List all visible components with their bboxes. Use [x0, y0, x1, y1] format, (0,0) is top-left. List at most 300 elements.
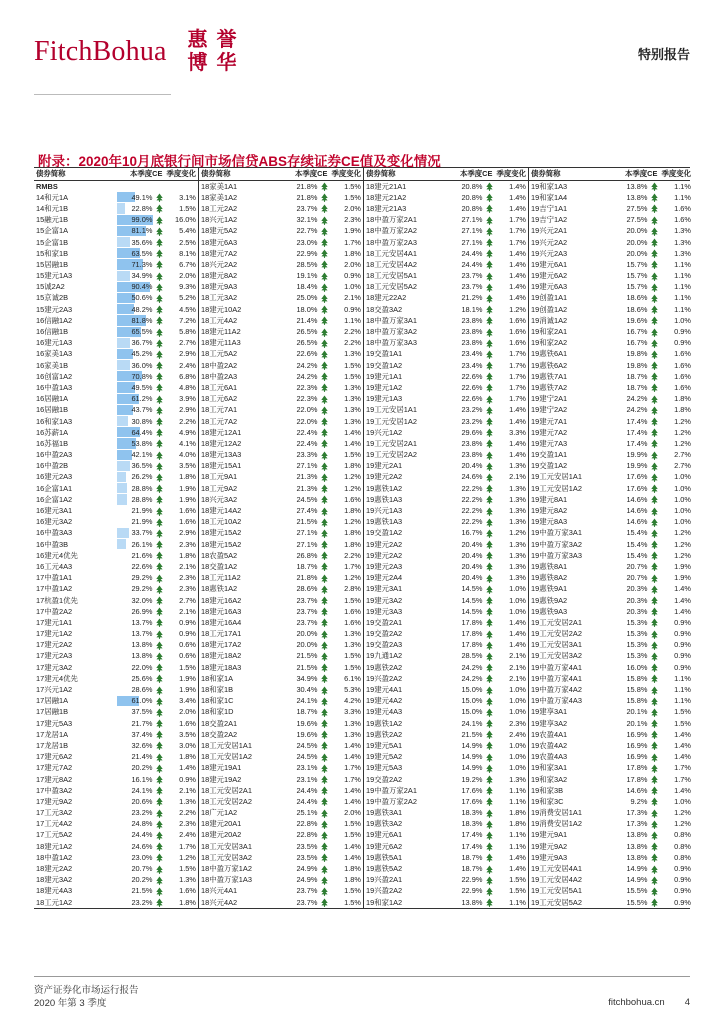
table-row [34, 718, 690, 729]
ce-value: 17.4% [626, 427, 648, 437]
ce-value: 14.6% [626, 785, 648, 795]
ce-value: 20.4% [461, 550, 483, 560]
row-group [34, 404, 198, 415]
header-rule [34, 94, 171, 95]
row-group [528, 393, 693, 404]
ce-cell [117, 617, 167, 628]
change-value: 1.0% [509, 606, 526, 616]
change-value: 1.5% [344, 830, 361, 840]
change-value: 2.9% [179, 528, 196, 538]
tree-icon [650, 652, 659, 661]
row-group [198, 796, 363, 807]
change-value: 1.3% [509, 550, 526, 560]
row-group [528, 639, 693, 650]
security-name: 18工元安居3A2 [201, 852, 252, 862]
row-group [198, 292, 363, 303]
ce-cell [282, 393, 332, 404]
security-name: 17建元1A2 [36, 629, 73, 639]
security-name: 15融元1B [36, 215, 69, 225]
ce-value: 28.5% [296, 259, 318, 269]
change-value: 1.4% [344, 752, 361, 762]
tree-icon [155, 764, 164, 773]
ce-value: 35.6% [131, 237, 153, 247]
ce-cell [282, 695, 332, 706]
security-name: 19建元6A3 [531, 282, 568, 292]
ce-value: 20.4% [461, 461, 483, 471]
ce-value: 24.5% [296, 740, 318, 750]
security-name: 19惠铁8A1 [531, 561, 568, 571]
change-value: 1.1% [674, 696, 691, 706]
security-name: 19建元2A2 [366, 550, 403, 560]
change-value: 5.3% [344, 685, 361, 695]
ce-value: 13.7% [131, 629, 153, 639]
security-name: 18建元11A2 [201, 327, 241, 337]
ce-cell [282, 225, 332, 236]
tree-icon [320, 697, 329, 706]
security-name: 16企富1A2 [36, 494, 73, 504]
change-value: 1.5% [344, 897, 361, 907]
ce-value: 23.4% [461, 349, 483, 359]
ce-cell [447, 181, 497, 192]
change-value: 1.5% [344, 371, 361, 381]
row-group [198, 572, 363, 583]
change-value: 1.7% [674, 774, 691, 784]
change-value: 0.9% [674, 651, 691, 661]
change-value: 1.4% [344, 785, 361, 795]
change-value: 1.5% [344, 450, 361, 460]
tree-icon [485, 786, 494, 795]
ce-cell [447, 237, 497, 248]
row-group [363, 382, 528, 393]
security-name: 18兴元1A2 [201, 215, 238, 225]
security-name: 19消诚1A2 [531, 315, 568, 325]
security-name: 16中盈3A3 [36, 528, 73, 538]
table-row [34, 393, 690, 404]
tree-icon [155, 260, 164, 269]
row-group [528, 371, 693, 382]
ce-cell [612, 281, 662, 292]
security-name: 19农盈4A2 [531, 740, 568, 750]
change-value: 0.6% [179, 640, 196, 650]
ce-cell [117, 304, 167, 315]
security-name: 19工元安居3A2 [531, 651, 582, 661]
ce-cell [447, 516, 497, 527]
change-value: 1.7% [344, 561, 361, 571]
tree-icon [650, 216, 659, 225]
ce-data-bar [117, 203, 125, 213]
row-group [363, 684, 528, 695]
ce-cell [447, 248, 497, 259]
ce-value: 36.0% [131, 360, 153, 370]
ce-value: 23.4% [461, 360, 483, 370]
ce-cell [612, 259, 662, 270]
tree-icon [320, 473, 329, 482]
security-name: 17建元1A1 [36, 617, 73, 627]
change-value: 1.5% [179, 203, 196, 213]
header-ce: 本季度CE [129, 169, 163, 178]
security-name: 16建元4优先 [36, 550, 78, 560]
tree-icon [485, 406, 494, 415]
tree-icon [320, 831, 329, 840]
ce-cell [612, 852, 662, 863]
ce-value: 13.8% [626, 830, 648, 840]
tree-icon [485, 216, 494, 225]
ce-cell [117, 281, 167, 292]
ce-cell [447, 762, 497, 773]
change-value: 0.8% [674, 841, 691, 851]
row-group [363, 449, 528, 460]
row-group [363, 416, 528, 427]
security-name: 18中盈万家1A3 [201, 875, 252, 885]
ce-value: 28.5% [461, 651, 483, 661]
ce-value: 17.8% [461, 629, 483, 639]
tree-icon [485, 383, 494, 392]
row-group [198, 617, 363, 628]
ce-cell [612, 874, 662, 885]
table-row [34, 360, 690, 371]
ce-cell [117, 483, 167, 494]
row-group [198, 673, 363, 684]
change-value: 1.6% [674, 203, 691, 213]
ce-cell [612, 192, 662, 203]
ce-cell [117, 471, 167, 482]
ce-cell [117, 360, 167, 371]
ce-cell [447, 785, 497, 796]
security-name: 19兴元2A1 [531, 226, 568, 236]
security-name: 17中盈2A2 [36, 606, 73, 616]
ce-cell [447, 818, 497, 829]
tree-icon [155, 417, 164, 426]
tree-icon [485, 574, 494, 583]
row-group [363, 460, 528, 471]
ce-cell [447, 572, 497, 583]
ce-cell [447, 326, 497, 337]
tree-icon [155, 507, 164, 516]
security-name: 19和家1A3 [531, 181, 568, 191]
ce-data-bar [117, 360, 130, 370]
ce-value: 22.9% [296, 248, 318, 258]
change-value: 2.0% [344, 808, 361, 818]
security-name: 19惠铁8A2 [531, 573, 568, 583]
row-group [198, 695, 363, 706]
change-value: 1.5% [344, 181, 361, 191]
ce-value: 20.3% [626, 584, 648, 594]
security-name: 19工元安居1A2 [366, 416, 417, 426]
row-group [198, 203, 363, 214]
tree-icon [155, 842, 164, 851]
security-name: 18建元8A2 [201, 271, 238, 281]
row-group [528, 572, 693, 583]
change-value: 1.0% [674, 472, 691, 482]
tree-icon [650, 372, 659, 381]
brand-seal-logo [183, 28, 241, 74]
fitchbohua-logo: FitchBohua [34, 36, 167, 67]
change-value: 1.4% [509, 293, 526, 303]
row-group [198, 751, 363, 762]
table-row [34, 483, 690, 494]
ce-value: 13.8% [626, 192, 648, 202]
table-row [34, 505, 690, 516]
ce-data-bar [117, 416, 128, 426]
tree-icon [650, 831, 659, 840]
tree-icon [650, 406, 659, 415]
ce-cell [282, 404, 332, 415]
security-name: 18广元1A2 [201, 808, 238, 818]
tree-icon [650, 316, 659, 325]
change-value: 1.5% [509, 886, 526, 896]
ce-value: 20.2% [131, 763, 153, 773]
change-value: 1.3% [344, 382, 361, 392]
ce-value: 15.3% [626, 651, 648, 661]
ce-cell [282, 650, 332, 661]
row-group [528, 740, 693, 751]
ce-cell [447, 885, 497, 896]
security-name: 18建元7A2 [201, 248, 238, 258]
change-value: 1.8% [509, 819, 526, 829]
change-value: 1.1% [674, 181, 691, 191]
ce-value: 14.5% [461, 595, 483, 605]
tree-icon [650, 249, 659, 258]
tree-icon [155, 383, 164, 392]
security-name: 16建元1A3 [36, 338, 73, 348]
change-value: 1.0% [509, 763, 526, 773]
ce-value: 15.3% [626, 617, 648, 627]
ce-value: 15.5% [626, 886, 648, 896]
tree-icon [320, 439, 329, 448]
ce-cell [117, 673, 167, 684]
row-group [198, 628, 363, 639]
change-value: 1.3% [509, 517, 526, 527]
ce-value: 21.5% [296, 517, 318, 527]
security-name: 18建元18A3 [201, 662, 242, 672]
security-name: 17工元3A2 [36, 808, 73, 818]
change-value: 2.8% [344, 584, 361, 594]
ce-value: 37.4% [131, 729, 153, 739]
tree-icon [485, 853, 494, 862]
ce-value: 65.5% [131, 327, 153, 337]
ce-value: 18.7% [296, 707, 318, 717]
tree-icon [320, 607, 329, 616]
security-name: 15企富1B [36, 237, 69, 247]
security-name: 18工元安居1A1 [201, 740, 252, 750]
security-name: 18兴元4A1 [201, 886, 238, 896]
tree-icon [650, 473, 659, 482]
header-group [363, 168, 528, 180]
security-name: 18工元11A2 [201, 573, 241, 583]
row-group [363, 774, 528, 785]
ce-value: 18.6% [626, 304, 648, 314]
security-name: 19惠铁1A3 [366, 517, 403, 527]
ce-cell [282, 863, 332, 874]
tree-icon [320, 753, 329, 762]
appendix-title: 附录：2020年10月底银行间市场信贷ABS存续证券CE值及变化情况 [38, 154, 441, 169]
security-name: 18工元安居3A1 [201, 841, 252, 851]
change-value: 1.7% [509, 349, 526, 359]
security-name: 18建元15A2 [201, 528, 242, 538]
ce-data-bar [117, 494, 127, 504]
tree-icon [650, 697, 659, 706]
row-group [528, 818, 693, 829]
table-row [34, 595, 690, 606]
row-group [34, 416, 198, 427]
change-value: 1.3% [674, 237, 691, 247]
tree-icon [155, 652, 164, 661]
tree-icon [320, 204, 329, 213]
tree-icon [485, 674, 494, 683]
ce-cell [612, 662, 662, 673]
ce-cell [117, 751, 167, 762]
tree-icon [650, 551, 659, 560]
ce-cell [447, 527, 497, 538]
tree-icon [485, 809, 494, 818]
change-value: 3.5% [179, 729, 196, 739]
ce-cell [612, 617, 662, 628]
row-group [528, 852, 693, 863]
security-name: 18和家1A [201, 673, 234, 683]
ce-value: 24.2% [461, 662, 483, 672]
tree-icon [485, 730, 494, 739]
security-name: 19中盈万家4A3 [531, 696, 582, 706]
row-group [528, 304, 693, 315]
change-value: 1.3% [179, 796, 196, 806]
ce-value: 20.0% [626, 237, 648, 247]
change-value: 1.6% [179, 517, 196, 527]
table-row [34, 695, 690, 706]
ce-cell [447, 796, 497, 807]
ce-cell [447, 225, 497, 236]
ce-cell [447, 841, 497, 852]
security-name: 18工元5A2 [201, 349, 238, 359]
tree-icon [155, 753, 164, 762]
change-value: 1.1% [674, 685, 691, 695]
tree-icon [320, 272, 329, 281]
tree-icon [650, 842, 659, 851]
ce-value: 36.7% [131, 338, 153, 348]
ce-cell [282, 360, 332, 371]
row-group [34, 360, 198, 371]
tree-icon [485, 551, 494, 560]
change-value: 1.7% [509, 371, 526, 381]
security-name: 15企富1A [36, 226, 69, 236]
security-name: 18兴元4A2 [201, 897, 238, 907]
row-group [528, 628, 693, 639]
change-value: 1.3% [344, 729, 361, 739]
security-name: 16苏薪1A [36, 427, 69, 437]
ce-cell [612, 181, 662, 192]
footer-rule [34, 976, 690, 977]
change-value: 1.2% [674, 427, 691, 437]
row-group [363, 863, 528, 874]
ce-value: 13.8% [626, 181, 648, 191]
row-group [363, 639, 528, 650]
ce-cell [117, 874, 167, 885]
change-value: 5.4% [179, 226, 196, 236]
security-name: 18建元12A2 [201, 438, 242, 448]
change-value: 3.5% [179, 461, 196, 471]
ce-cell [282, 516, 332, 527]
row-group [363, 729, 528, 740]
ce-value: 15.3% [626, 640, 648, 650]
ce-cell [117, 729, 167, 740]
ce-value: 22.8% [131, 203, 153, 213]
security-name: 19和家2A1 [531, 327, 568, 337]
security-name: 17中盈3A2 [36, 785, 73, 795]
tree-icon [155, 272, 164, 281]
change-value: 1.6% [674, 382, 691, 392]
table-row [34, 606, 690, 617]
ce-cell [447, 852, 497, 863]
row-group [363, 561, 528, 572]
change-value: 1.1% [674, 192, 691, 202]
ce-cell [447, 539, 497, 550]
change-value: 2.1% [179, 561, 196, 571]
security-name: 17建元8A2 [36, 774, 73, 784]
ce-cell [282, 281, 332, 292]
change-value: 4.2% [344, 696, 361, 706]
change-value: 1.7% [509, 237, 526, 247]
ce-cell [117, 181, 167, 192]
ce-cell [117, 505, 167, 516]
change-value: 1.7% [344, 237, 361, 247]
change-value: 1.9% [179, 494, 196, 504]
change-value: 1.8% [344, 539, 361, 549]
security-name: 19工元安居1A2 [531, 483, 582, 493]
security-name: 17建元2A3 [36, 651, 73, 661]
tree-icon [155, 562, 164, 571]
ce-value: 27.4% [296, 506, 318, 516]
ce-value: 23.7% [296, 897, 318, 907]
change-value: 2.7% [674, 461, 691, 471]
row-group [528, 673, 693, 684]
change-value: 0.9% [674, 897, 691, 907]
ce-cell [447, 595, 497, 606]
tree-icon [650, 193, 659, 202]
ce-cell [117, 371, 167, 382]
ce-value: 26.9% [131, 606, 153, 616]
ce-cell [447, 874, 497, 885]
row-group [528, 718, 693, 729]
security-name: 18中盈万家1A2 [201, 864, 252, 874]
ce-cell [612, 628, 662, 639]
ce-cell [117, 259, 167, 270]
security-name: 18工元安居4A1 [366, 248, 417, 258]
security-name: 18建元19A2 [201, 774, 242, 784]
ce-data-bar [117, 461, 130, 471]
ce-cell [117, 695, 167, 706]
row-group [198, 639, 363, 650]
row-group [34, 471, 198, 482]
security-name: 16建元3A1 [36, 506, 73, 516]
row-group [198, 829, 363, 840]
row-group [34, 203, 198, 214]
tree-icon [485, 182, 494, 191]
row-group [34, 326, 198, 337]
security-name: 19建元1A3 [366, 394, 403, 404]
tree-icon [650, 574, 659, 583]
ce-value: 27.1% [296, 461, 318, 471]
tree-icon [485, 663, 494, 672]
tree-icon [485, 507, 494, 516]
change-value: 2.5% [179, 237, 196, 247]
change-value: 1.4% [344, 796, 361, 806]
security-name: 16中盈2B [36, 461, 69, 471]
tree-icon [320, 283, 329, 292]
ce-value: 53.8% [131, 438, 153, 448]
change-value: 1.7% [509, 215, 526, 225]
ce-cell [117, 550, 167, 561]
security-name: 19交盈2A3 [366, 640, 403, 650]
row-group [528, 225, 693, 236]
